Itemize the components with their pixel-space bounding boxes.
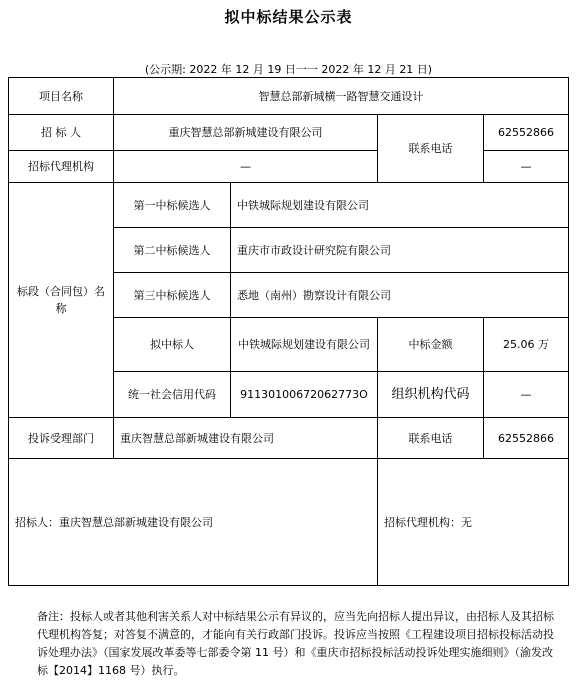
candidate-1-value: 中铁城际规划建设有限公司 bbox=[231, 183, 569, 228]
agency-label: 招标代理机构 bbox=[9, 151, 114, 183]
candidate-1-label: 第一中标候选人 bbox=[114, 183, 231, 228]
credit-code-label: 统一社会信用代码 bbox=[114, 372, 231, 418]
amount-label: 中标金额 bbox=[378, 318, 484, 372]
org-code-value: — bbox=[484, 372, 569, 418]
credit-code-value: 91130100672062773O bbox=[231, 372, 378, 418]
result-table bbox=[8, 77, 569, 586]
tenderer-label: 招 标 人 bbox=[9, 115, 114, 151]
agency-signature: 招标代理机构：无 bbox=[378, 459, 569, 586]
complaint-dept-value: 重庆智慧总部新城建设有限公司 bbox=[114, 418, 378, 459]
tenderer-value: 重庆智慧总部新城建设有限公司 bbox=[114, 115, 378, 151]
project-name-value: 智慧总部新城横一路智慧交通设计 bbox=[114, 78, 569, 115]
tenderer-signature: 招标人：重庆智慧总部新城建设有限公司 bbox=[9, 459, 378, 586]
winner-value: 中铁城际规划建设有限公司 bbox=[231, 318, 378, 372]
org-code-label: 组织机构代码 bbox=[378, 372, 484, 418]
complaint-phone-label: 联系电话 bbox=[378, 418, 484, 459]
candidate-3-label: 第三中标候选人 bbox=[114, 273, 231, 318]
page-title: 拟中标结果公示表 bbox=[224, 8, 353, 26]
remarks-note: 备注：投标人或者其他利害关系人对中标结果公示有异议的，应当先向招标人提出异议，由招标人及其招标代理机构答复；对答复不满意的，才能向有关行政部门投诉。投诉应当按照《工程建设项目招标投标活动投诉处理办法》（国家发展改革委等七部委令第 11 号）和《重庆市招标投标活动投诉处理实施细则》（渝发改标【2014】1168 号）执行。 bbox=[37, 610, 554, 677]
section-name-label: 标段（合同包）名称 bbox=[9, 183, 114, 418]
agency-value: — bbox=[114, 151, 378, 183]
publicity-period: (公示期: 2022 年 12 月 19 日一一 2022 年 12 月 21 日) bbox=[144, 63, 433, 76]
amount-value: 25.06 万 bbox=[484, 318, 569, 372]
contact-phone-label: 联系电话 bbox=[378, 115, 484, 183]
project-name-label: 项目名称 bbox=[9, 78, 114, 115]
candidate-2-value: 重庆市市政设计研究院有限公司 bbox=[231, 228, 569, 273]
candidate-2-label: 第二中标候选人 bbox=[114, 228, 231, 273]
complaint-phone-value: 62552866 bbox=[484, 418, 569, 459]
candidate-3-value: 悉地（南州）勘察设计有限公司 bbox=[231, 273, 569, 318]
winner-label: 拟中标人 bbox=[114, 318, 231, 372]
complaint-dept-label: 投诉受理部门 bbox=[9, 418, 114, 459]
agency-phone-value: — bbox=[484, 151, 569, 183]
contact-phone-value: 62552866 bbox=[484, 115, 569, 151]
